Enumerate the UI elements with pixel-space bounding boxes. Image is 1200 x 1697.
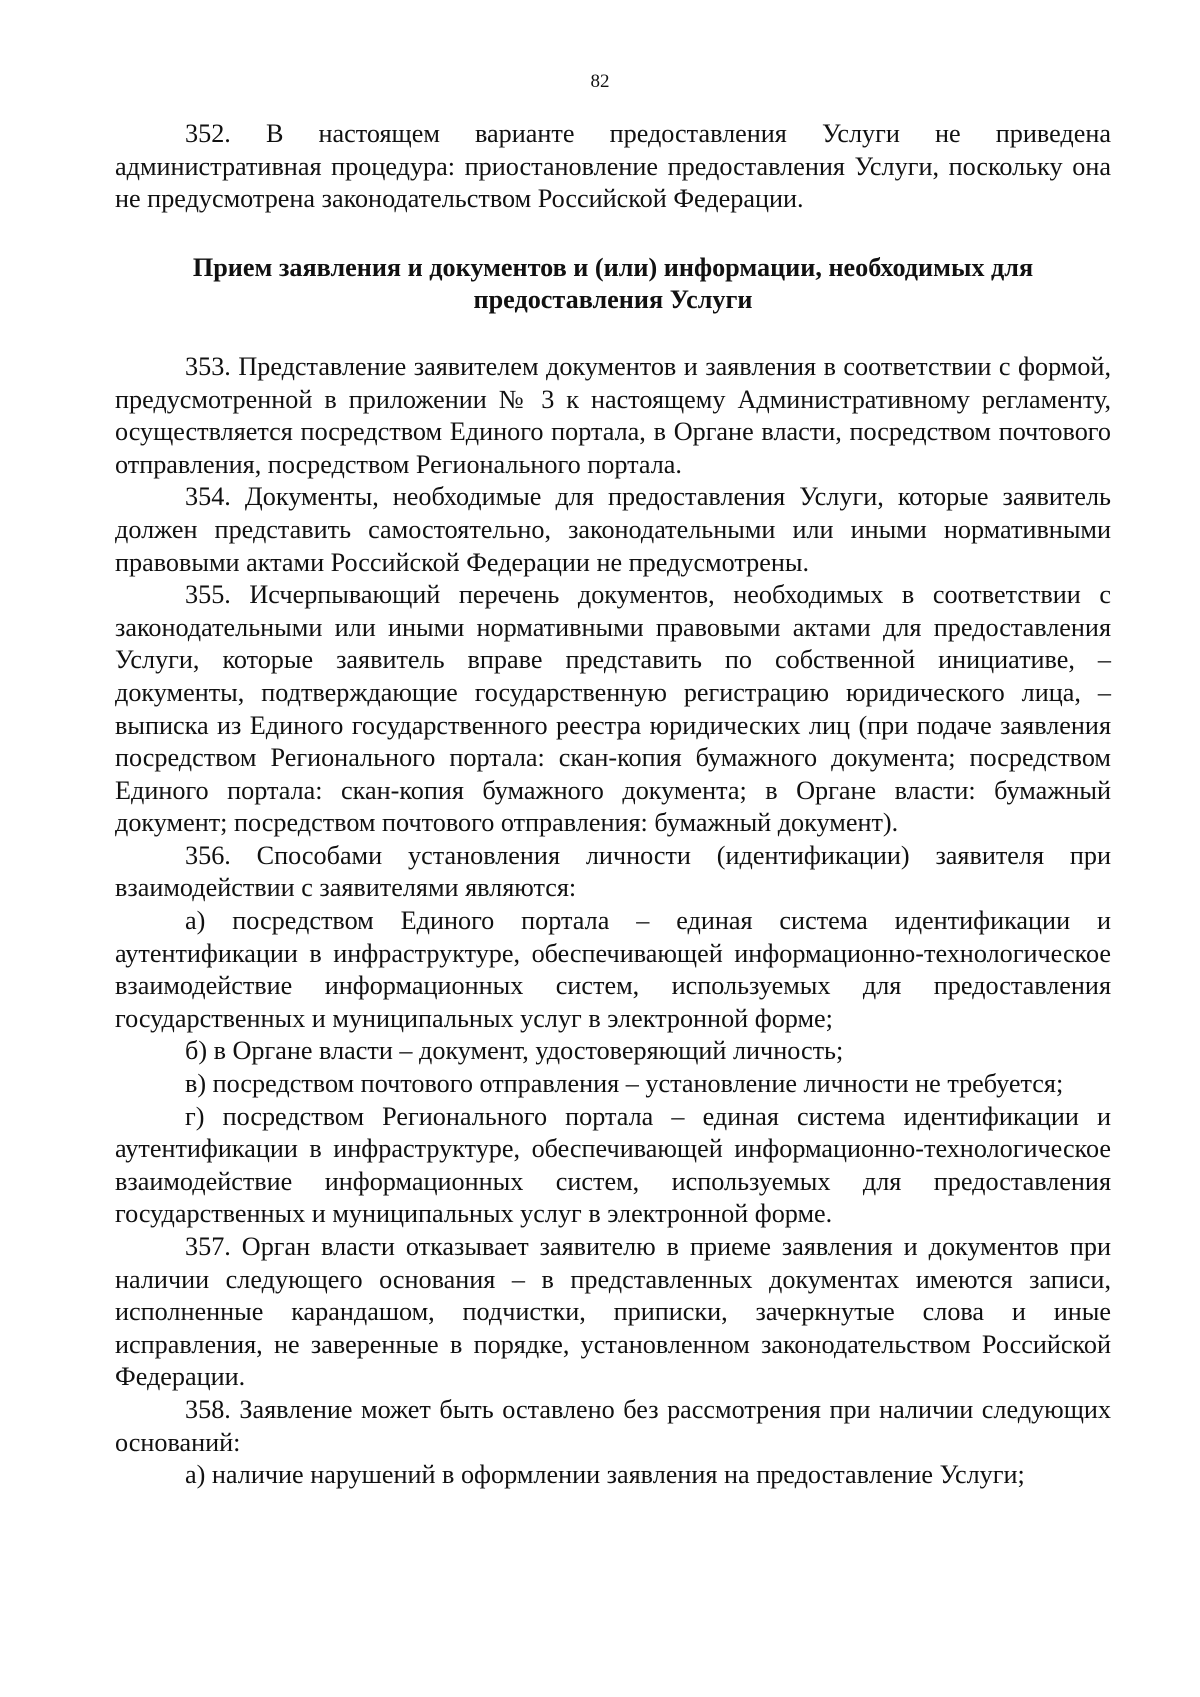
paragraph-353: 353. Представление заявителем документов и заявления в соответствии с формой, предусмотренной в приложении № 3 к настоящему Административному регламенту, осуществляется посредством Единого портала, в Органе власти, посредством почтового отправления, посредством Регионального портала. <box>115 351 1111 479</box>
paragraph-352: 352. В настоящем варианте предоставления Услуги не приведена административная процедура: приостановление предоставления Услуги, поскольку она не предусмотрена законодательством Российской Федерации. <box>115 119 1111 214</box>
section-heading <box>115 252 1111 317</box>
section-heading-line-1: Прием заявления и документов и (или) информации, необходимых для <box>192 252 1034 282</box>
list-item-358-a: а) наличие нарушений в оформлении заявления на предоставление Услуги; <box>185 1460 1025 1490</box>
list-item-356-v: в) посредством почтового отправления – установление личности не требуется; <box>185 1069 1064 1099</box>
document-body <box>115 118 1111 1492</box>
list-item-356-b: б) в Органе власти – документ, удостоверяющий личность; <box>185 1036 844 1066</box>
paragraph-355: 355. Исчерпывающий перечень документов, необходимых в соответствии с законодательными или иными нормативными правовыми актами для предоставления Услуги, которые заявитель вправе представить по собственной инициативе, – документы, подтверждающие государственную регистрацию юридического лица, – выписка из Единого государственного реестра юридических лиц (при подаче заявления посредством Регионального портала: скан-копия бумажного документа; посредством Единого портала: скан-копия бумажного документа; в Органе власти: бумажный документ; посредством почтового отправления: бумажный документ). <box>115 580 1111 838</box>
section-heading-line-2: предоставления Услуги <box>473 285 753 315</box>
page-number: 82 <box>590 71 610 92</box>
list-item-356-a: а) посредством Единого портала – единая система идентификации и аутентификации в инфраструктуре, обеспечивающей информационно-технологическое взаимодействие информационных систем, используемых для предоставления государственных и муниципальных услуг в электронной форме; <box>115 906 1111 1033</box>
paragraph-358: 358. Заявление может быть оставлено без рассмотрения при наличии следующих оснований: <box>115 1394 1111 1457</box>
paragraph-356: 356. Способами установления личности (идентификации) заявителя при взаимодействии с заявителями являются: <box>115 840 1111 903</box>
list-item-356-g: г) посредством Регионального портала – единая система идентификации и аутентификации в инфраструктуре, обеспечивающей информационно-технологическое взаимодействие информационных систем, используемых для предоставления государственных и муниципальных услуг в электронной форме. <box>115 1101 1111 1229</box>
paragraph-357: 357. Орган власти отказывает заявителю в приеме заявления и документов при наличии следующего основания – в представленных документах имеются записи, исполненные карандашом, подчистки, приписки, зачеркнутые слова и иные исправления, не заверенные в порядке, установленном законодательством Российской Федерации. <box>115 1232 1111 1392</box>
paragraph-354: 354. Документы, необходимые для предоставления Услуги, которые заявитель должен представить самостоятельно, законодательными или иными нормативными правовыми актами Российской Федерации не предусмотрены. <box>115 482 1111 577</box>
